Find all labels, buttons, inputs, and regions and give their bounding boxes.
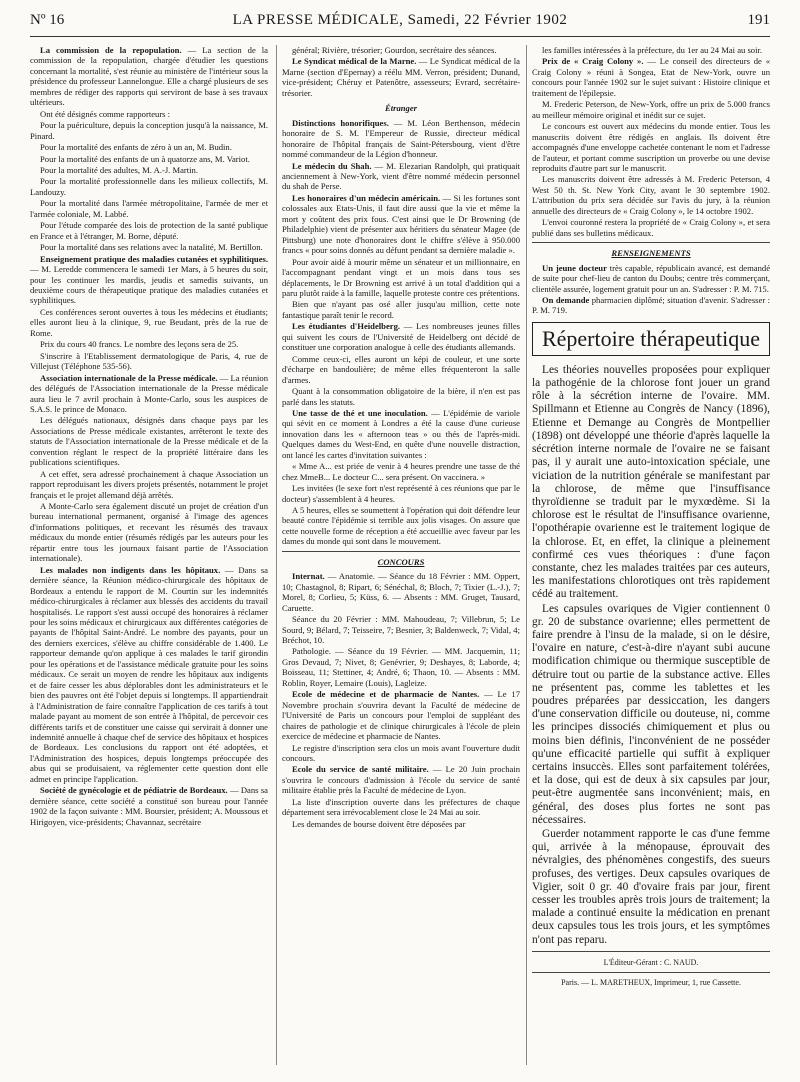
- paragraph-text: Pour la mortalité professionnelle dans les milieux collectifs, M. Landouzy.: [30, 176, 268, 197]
- paragraph-text: Pour l'étude comparée des lois de protection de la santé publique en France et à l'étranger, M. Borne, député.: [30, 220, 268, 241]
- paragraph-heading: Les honoraires d'un médecin américain.: [292, 192, 441, 203]
- paragraph: [532, 828, 770, 947]
- paragraph-text: Pour avoir aidé à mourir même un sénateur et un millionnaire, en l'accompagnant pendant vingt et un mois dans tous ses déplacements, le Dr Browning est arrivé à un total d'addition qui a paru plutôt raide à la famille, laquelle proteste contre ces prétentions.: [282, 256, 520, 298]
- therapeutic-article: [532, 364, 770, 947]
- paragraph-text: Le concours est ouvert aux médecins du monde entier. Tous les manuscrits doivent être rédigés en anglais. Ils doivent être accompagnés d'une enveloppe cachetée contenant le nom et l'adresse de l'auteur, et portant comme suscription un proverbe ou une devise reproduits d'autre part sur le manuscrit.: [532, 121, 770, 173]
- header-rule: [30, 36, 770, 37]
- printer-line: Paris. — L. MARETHEUX, Imprimeur, 1, rue Cassette.: [561, 978, 741, 988]
- paragraph: [282, 408, 520, 460]
- paragraph: [282, 646, 520, 688]
- section-heading-concours: CONCOURS: [377, 556, 425, 567]
- paragraph-text: les familles intéressées à la préfecture, du 1er au 24 Mai au soir.: [542, 45, 763, 55]
- paragraph-text: — Les nombreuses jeunes filles qui suivent les cours de l'Université de Heidelberg ont décidé de constituer une corporation analogue à celle des étudiants allemands.: [282, 321, 520, 353]
- news-items: [532, 45, 770, 238]
- paragraph-text: A 5 heures, elles se soumettent à l'opération qui doit défendre leur beauté contre l'épidémie si terrible aux jolis visages. On assure que cette nouvelle forme de réception a été accueillie avec faveur par les dames du monde qui sont dans le mouvement.: [282, 505, 520, 547]
- paragraph-heading: Internat.: [292, 571, 325, 582]
- paragraph: [282, 797, 520, 818]
- paragraph: [282, 764, 520, 795]
- paragraph-text: général; Rivière, trésorier; Gourdon, secrétaire des séances.: [292, 45, 497, 55]
- section-heading-renseignements: RENSEIGNEMENTS: [611, 248, 691, 259]
- news-items: [282, 118, 520, 547]
- paragraph-heading: Distinctions honorifiques.: [292, 117, 389, 128]
- paragraph: [30, 176, 268, 197]
- paragraph: [282, 56, 520, 98]
- paragraph: [282, 743, 520, 764]
- paragraph-text: Les capsules ovariques de Vigier contiennent 0 gr. 20 de substance ovarienne; elles permettent de faire prendre à l'insu de la malade, si on le désire, l'ovaire en nature, c'est-à-dire n'ayant subi aucune modification chimique ou thermique susceptible de détruire tout ou partie de la substance active. Elles ne présentent pas, comme les tablettes et les poudres préparées par dessiccation, les dangers d'une conservation difficile ou douteuse, ni, comme les principes dissociés chimiquement et plus ou moins bien définis, l'inconvénient de ne posséder qu'une efficacité partielle qui suffit à expliquer certains insuccès. Elles sont parfaitement tolérées, et la dose, qui est de deux à six capsules par jour, peut-être augmentée sans inconvénient; mais, en général, des doses plus fortes ne sont pas nécessaires.: [532, 602, 770, 826]
- paragraph: [282, 483, 520, 504]
- paragraph-text: Pour la mortalité des enfants de un à quatorze ans, M. Variot.: [40, 153, 250, 164]
- column-2: [282, 45, 520, 830]
- paragraph: [30, 469, 268, 500]
- paragraph-heading: On demande: [542, 294, 590, 305]
- news-items: [282, 571, 520, 829]
- column-3: [532, 45, 770, 990]
- paragraph-text: Le registre d'inscription sera clos un mois avant l'ouverture dudit concours.: [282, 742, 520, 763]
- paragraph-heading: Les étudiantes d'Heidelberg.: [292, 321, 401, 332]
- paragraph-text: — L'épidémie de variole qui sévit en ce moment à Londres a été la cause d'une curieuse innovation dans les « afternoon teas » ou thés de l'après-midi. Quelques dames du West-End, en quête d'une nouvelle distraction, ont lancé les cartes d'invitation suivantes :: [282, 407, 520, 460]
- paragraph: [532, 99, 770, 120]
- paragraph-text: La liste d'inscription ouverte dans les préfectures de chaque département sera irrévocablement close le 24 Mai au soir.: [282, 796, 520, 818]
- paragraph: [282, 257, 520, 299]
- column-divider: [526, 45, 527, 1065]
- paragraph: [30, 242, 268, 252]
- paragraph-text: Pour la mortalité des adultes, M. A.-J. Martin.: [40, 164, 199, 175]
- paragraph: [282, 45, 520, 55]
- column-divider: [276, 45, 277, 1065]
- paragraph-heading: Ecole du service de santé militaire.: [292, 764, 429, 775]
- editor-signature: L'Éditeur-Gérant : C. NAUD.: [603, 957, 699, 967]
- paragraph: [532, 56, 770, 98]
- paragraph-text: — Si les fortunes sont colossales aux Etats-Unis, il faut dire aussi que la vie et même la mort y coûtent des prix fous. C'est ainsi que le Dr Browning (de Philadelphie) vient de présenter aux héritiers du sénateur Magee (de Pittsburg) une note d'honoraires dont le chiffre s'élève à 950.000 francs « pour soins donnés au défunt pendant sa dernière maladie ».: [282, 192, 520, 256]
- paragraph: [30, 120, 268, 141]
- paragraph: [282, 354, 520, 385]
- paragraph: [532, 263, 770, 294]
- paragraph-text: très capable, républicain avancé, est demandé de suite pour chef-lieu de canton du Doubs; centre très commerçant, clientèle assurée, logement gratuit pour un an. S'adresser : P. M. 715.: [532, 262, 771, 294]
- paragraph-text: Ont été désignés comme rapporteurs :: [40, 108, 171, 119]
- paragraph: [30, 154, 268, 164]
- paragraph-heading: Association internationale de la Presse médicale.: [40, 372, 218, 383]
- paragraph-text: A Monte-Carlo sera également discuté un projet de création d'un bureau international permanent, organisé à l'image des agences d'informations politiques, et recevant les résumés des travaux médicaux du monde entier (résumés rédigés par les auteurs pour les répartir entre tous les journaux faisant partie de l'Association internationale).: [30, 501, 268, 564]
- paragraph: [532, 45, 770, 55]
- paragraph-text: Pour la puériculture, depuis la conception jusqu'à la naissance, M. Pinard.: [30, 120, 268, 141]
- paragraph-text: Prix du cours 40 francs. Le nombre des leçons sera de 25.: [40, 339, 239, 350]
- paragraph: [30, 254, 268, 306]
- paragraph: [30, 142, 268, 152]
- paragraph-text: M. Frederic Peterson, de New-York, offre un prix de 5.000 francs au meilleur mémoire original et inédit sur ce sujet.: [532, 99, 770, 120]
- page-number: 191: [747, 12, 770, 28]
- paragraph: [532, 121, 770, 173]
- paragraph-text: Bien que n'ayant pas osé aller jusqu'au million, cette note fantastique paraît tenir le record.: [282, 299, 520, 320]
- paragraph: [282, 193, 520, 256]
- paragraph: [282, 614, 520, 645]
- paragraph: [532, 364, 770, 602]
- paragraph-text: Les théories nouvelles proposées pour expliquer la pathogénie de la chlorose font jouer un grand rôle à la sécrétion interne de l'ovaire. MM. Spillmann et Etienne au Congrès de Nancy (1896), Etienne et Demange au Congrès de Montpellier (1898) ont développé une théorie d'après laquelle la sécrétion interne normale de l'ovaire ne se faisant pas, il y aurait une auto-intoxication spéciale, une viciation de la nutrition générale se manifestant par la chlorose, de même que l'insuffisance thyroïdienne se traduit par le myxœdème. Si la chlorose est le résultat de l'insuffisance ovarienne, l'opothérapie ovarienne est le traitement logique de la chlorose. Et, en effet, la clinique a pleinement confirmé ces vues théoriques : d'une façon constante, chez les malades traitées par ces auteurs, les manifestations chlorotiques ont très rapidement cédé au traitement.: [532, 363, 770, 601]
- paragraph-text: Séance du 20 Février : MM. Mahoudeau, 7; Villebrun, 5; Le Sourd, 9; Bélard, 7; Teisseire, 7; Besnier, 3; Baldenweck, 7; Vidal, 4; Bréchot, 10.: [282, 614, 520, 646]
- paragraph: [532, 217, 770, 238]
- paragraph: [30, 109, 268, 119]
- paragraph-text: pharmacien diplômé; situation d'avenir. S'adresser : P. M. 719.: [532, 294, 770, 316]
- paragraph: [30, 785, 268, 827]
- paragraph: [282, 118, 520, 160]
- page-header: [30, 10, 770, 36]
- paragraph-text: — Le 17 Novembre prochain s'ouvrira devant la Faculté de médecine de l'Université de Paris un concours pour l'emploi de suppléant des chaires de pathologie et de clinique chirurgicales à l'école de plein exercice de médecine et pharmacie de Nantes.: [282, 689, 521, 742]
- paragraph: [30, 501, 268, 564]
- paragraph: [282, 299, 520, 320]
- paragraph: [30, 165, 268, 175]
- paragraph-text: Les manuscrits doivent être adressés à M. Frederic Peterson, 4 West 50 th. St. New York City, avant le 30 septembre 1902. L'attribution du prix sera décidée sur l'avis du jury, à la réunion annuelle des directeurs de « Craig Colony », le 14 octobre 1902.: [532, 174, 770, 216]
- paragraph: [532, 295, 770, 316]
- paragraph-text: — M. Leredde commencera le samedi 1er Mars, à 5 heures du soir, pour les continuer les mardis, jeudis et samedis suivants, un deuxième cours de thérapeutique pratique des maladies cutanées et syphilitiques.: [30, 264, 268, 306]
- paragraph: [532, 603, 770, 827]
- paragraph: [282, 461, 520, 482]
- paragraph-text: — M. Elezarian Randolph, qui pratiquait anciennement à New-York, vient d'être nommé médecin personnel du shah de Perse.: [282, 160, 520, 192]
- section-heading-repertoire: Répertoire thérapeutique: [532, 322, 770, 356]
- paragraph-text: — Dans sa dernière séance, cette société a constitué son bureau pour l'année 1902 de la façon suivante : MM. Boursier, président; A. Moussous et Hirigoyen, vice-présidents; Chavannaz, secrétaire: [30, 785, 268, 827]
- paragraph-text: — M. Léon Berthenson, médecin honoraire de S. M. l'Empereur de Russie, directeur médical honoraire de l'hôpital français de Saint-Pétersbourg, vient d'être nommé commandeur de la Légion d'honneur.: [282, 117, 520, 160]
- section-heading-etranger: Étranger: [385, 103, 417, 114]
- paragraph-heading: Prix de « Craig Colony ».: [542, 56, 644, 67]
- paragraph-text: Les délégués nationaux, désignés dans chaque pays par les Associations de Presse médicale existantes, arrêteront le texte des statuts de l'Association internationale de la Presse médicale et de la convention réglant le respect de la propriété littéraire dans les publications scientifiques.: [30, 415, 268, 468]
- paragraph: [30, 339, 268, 349]
- paragraph: [30, 198, 268, 219]
- paragraph-heading: Une tasse de thé et une inoculation.: [292, 407, 428, 418]
- journal-title: LA PRESSE MÉDICALE, Samedi, 22 Février 1902: [232, 12, 568, 28]
- paragraph-text: — La réunion des délégués de l'Association internationale de la Presse médicale aura lieu le 7 avril prochain à Monte-Carlo, sous les auspices de S.A.S. le prince de Monaco.: [30, 372, 268, 414]
- section-rule: [532, 951, 770, 952]
- column-1: [30, 45, 268, 828]
- news-items: [30, 45, 268, 827]
- paragraph-heading: La commission de la repopulation.: [40, 45, 182, 55]
- paragraph-text: — Anatomie. — Séance du 18 Février : MM. Oppert, 10; Chastagnol, 8; Ripart, 6; Sénéchal, 8; Bloch, 7; Tixier (L.-J.), 7; Morel, 8; Corlieu, 5; Küss, 6. — Absents : MM. Gruget, Tausard, Caruette.: [282, 571, 520, 613]
- paragraph-text: — La section de la commission de la repopulation, chargée d'étudier les questions concernant la mortalité, s'est réunie au ministère de l'intérieur sous la présidence du professeur Lannelongue. Elle a chargé plusieurs de ses membres de rédiger des rapports qui serviront de base à ses travaux ultérieurs.: [30, 45, 268, 108]
- paragraph-heading: Société de gynécologie et de pédiatrie de Bordeaux.: [40, 785, 228, 796]
- paragraph: [282, 819, 520, 829]
- issue-number: Nº 16: [30, 12, 65, 28]
- paragraph: [282, 505, 520, 547]
- paragraph: [282, 571, 520, 613]
- paragraph-text: Les demandes de bourse doivent être déposées par: [292, 818, 466, 829]
- paragraph-text: A cet effet, sera adressé prochainement à chaque Association un rapport reproduisant les divers projets présentés, notamment le projet français et le projet allemand déjà arrêtés.: [30, 468, 268, 500]
- paragraph: [30, 415, 268, 467]
- paragraph-heading: Le médecin du Shah.: [292, 160, 372, 171]
- paragraph-text: — Dans sa dernière séance, la Réunion médico-chirurgicale des hôpitaux de Bordeaux a entendu le rapport de M. Courtin sur les indemnités médico-chirurgicales à réclamer aux blessés des accidents du travail hospitalisés. Le rapport s'est aussi occupé des honoraires à réclamer pour les soins médicaux et chirurgicaux aux différentes catégories de payants de l'hôpital Saint-André. Le nombre des payants, pour un des derniers exercices, s'élève au chiffre considérable de 1.400. Le rapporteur demande qu'on applique à ces malades le tarif girondin pour les opérations et de l'assistance médicale gratuite pour les soins médicaux. Ce serait un moyen de rendre les hôpitaux aux indigents et de faire cesser les abus déplorables dont les administrateurs et le bien des pauvres ont été l'objet depuis si longtemps. Il appartiendrait à l'Administration de faire connaître l'application de ces tarifs à tout malade payant au moment de son entrée à l'hôpital, de percevoir ces différents tarifs et de constituer une caisse qui servirait à donner une indemnité annuelle à chaque chef de service des hôpitaux et hospices de Bordeaux. Les conclusions du rapport ont été adoptées, et l'Administration des hospices, depuis longtemps préoccupée des abus qui se produisaient, va réglementer cette question dont elle admet en principe l'application.: [30, 564, 268, 784]
- paragraph-heading: Le Syndicat médical de la Marne.: [292, 56, 417, 67]
- paragraph-text: — Le conseil des directeurs de « Craig Colony » réuni à Songea, Etat de New-York, ouvre un concours pour l'année 1902 sur le sujet suivant : Histoire clinique et traitement de l'épilepsie.: [532, 56, 770, 98]
- paragraph: [30, 45, 268, 108]
- paragraph-heading: Enseignement pratique des maladies cutanées et syphilitiques.: [40, 253, 268, 264]
- paragraph-text: Ces conférences seront ouvertes à tous les médecins et étudiants; elles auront lieu à la clinique, 9, rue Beudant, près de la rue de Rome.: [30, 306, 268, 338]
- paragraph-text: Pathologie. — Séance du 19 Février. — MM. Jacquemin, 11; Gros Devaud, 7; Nivet, 8; Genévrier, 9; Deshayes, 8; Laborde, 4; Boisseau, 11; Stettiner, 4; André, 6; Thaon, 10. — Absents : MM. Roblin, Royer, Lemaire (Louis), Lagleize.: [282, 646, 520, 688]
- news-items: [282, 45, 520, 98]
- paragraph-text: Les invitées (le sexe fort n'est représenté à ces réunions que par le docteur) s'assemblent à 4 heures.: [282, 483, 520, 504]
- section-rule: [532, 242, 770, 243]
- paragraph: [532, 174, 770, 216]
- paragraph: [30, 565, 268, 785]
- paragraph: [282, 689, 520, 741]
- paragraph-text: Pour la mortalité des enfants de zéro à un an, M. Budin.: [40, 142, 232, 153]
- classified-items: [532, 263, 770, 316]
- paragraph-text: L'envoi couronné restera la propriété de « Craig Colony », et sera publié dans ses bulletins médicaux.: [532, 217, 770, 238]
- paragraph-heading: Ecole de médecine et de pharmacie de Nantes.: [292, 689, 480, 700]
- section-rule: [282, 551, 520, 552]
- paragraph: [282, 386, 520, 407]
- paragraph: [30, 220, 268, 241]
- paragraph: [30, 307, 268, 338]
- paragraph-text: — Le 20 Juin prochain s'ouvrira le concours d'admission à l'école du service de santé militaire établie près la Faculté de médecine de Lyon.: [282, 764, 521, 796]
- paragraph: [30, 373, 268, 415]
- paragraph-text: S'inscrire à l'Etablissement dermatologique de Paris, 4, rue de Villejust (Téléphone 535-56).: [30, 350, 268, 372]
- paragraph-text: Pour la mortalité dans l'armée métropolitaine, l'armée de mer et l'armée coloniale, M. Labbé.: [30, 198, 268, 219]
- paragraph-text: Guerder notamment rapporte le cas d'une femme qui, arrivée à la ménopause, éprouvait des névralgies, des phénomènes congestifs, des sueurs profuses, des vertiges. Deux capsules ovariques de Vigier, soit 0 gr. 40 d'ovaire frais par jour, firent cesser les troubles après trois jours de traitement; la malade a continué ensuite la médication en prenant deux capsules tous les trois jours, et les symptômes n'ont pas reparu.: [532, 827, 770, 946]
- paragraph: [282, 321, 520, 352]
- paragraph-text: Pour la mortalité dans ses relations avec la natalité, M. Bertillon.: [40, 242, 263, 253]
- paragraph-text: « Mme A... est priée de venir à 4 heures prendre une tasse de thé chez MmeB... Le docteur C... sera présent. On vaccinera. »: [282, 461, 520, 482]
- paragraph-heading: Les malades non indigents dans les hôpitaux.: [40, 564, 221, 575]
- paragraph-text: Comme ceux-ci, elles auront un képi de couleur, et une sorte d'écharpe en bandoulière; de même elles fréquenteront la salle d'armes.: [282, 353, 520, 385]
- paragraph-heading: Un jeune docteur: [542, 262, 607, 273]
- paragraph: [282, 161, 520, 192]
- paragraph-text: — Le Syndicat médical de la Marne (section d'Epernay) a réélu MM. Verron, président; Dunand, vice-président; Chéruy et Patenôtre, assesseurs; Evrard, secrétaire-trésorier.: [282, 56, 520, 98]
- paragraph: [30, 351, 268, 372]
- section-rule: [532, 972, 770, 973]
- paragraph-text: Quant à la consommation obligatoire de la bière, il n'en est pas parlé dans les statuts.: [282, 386, 520, 407]
